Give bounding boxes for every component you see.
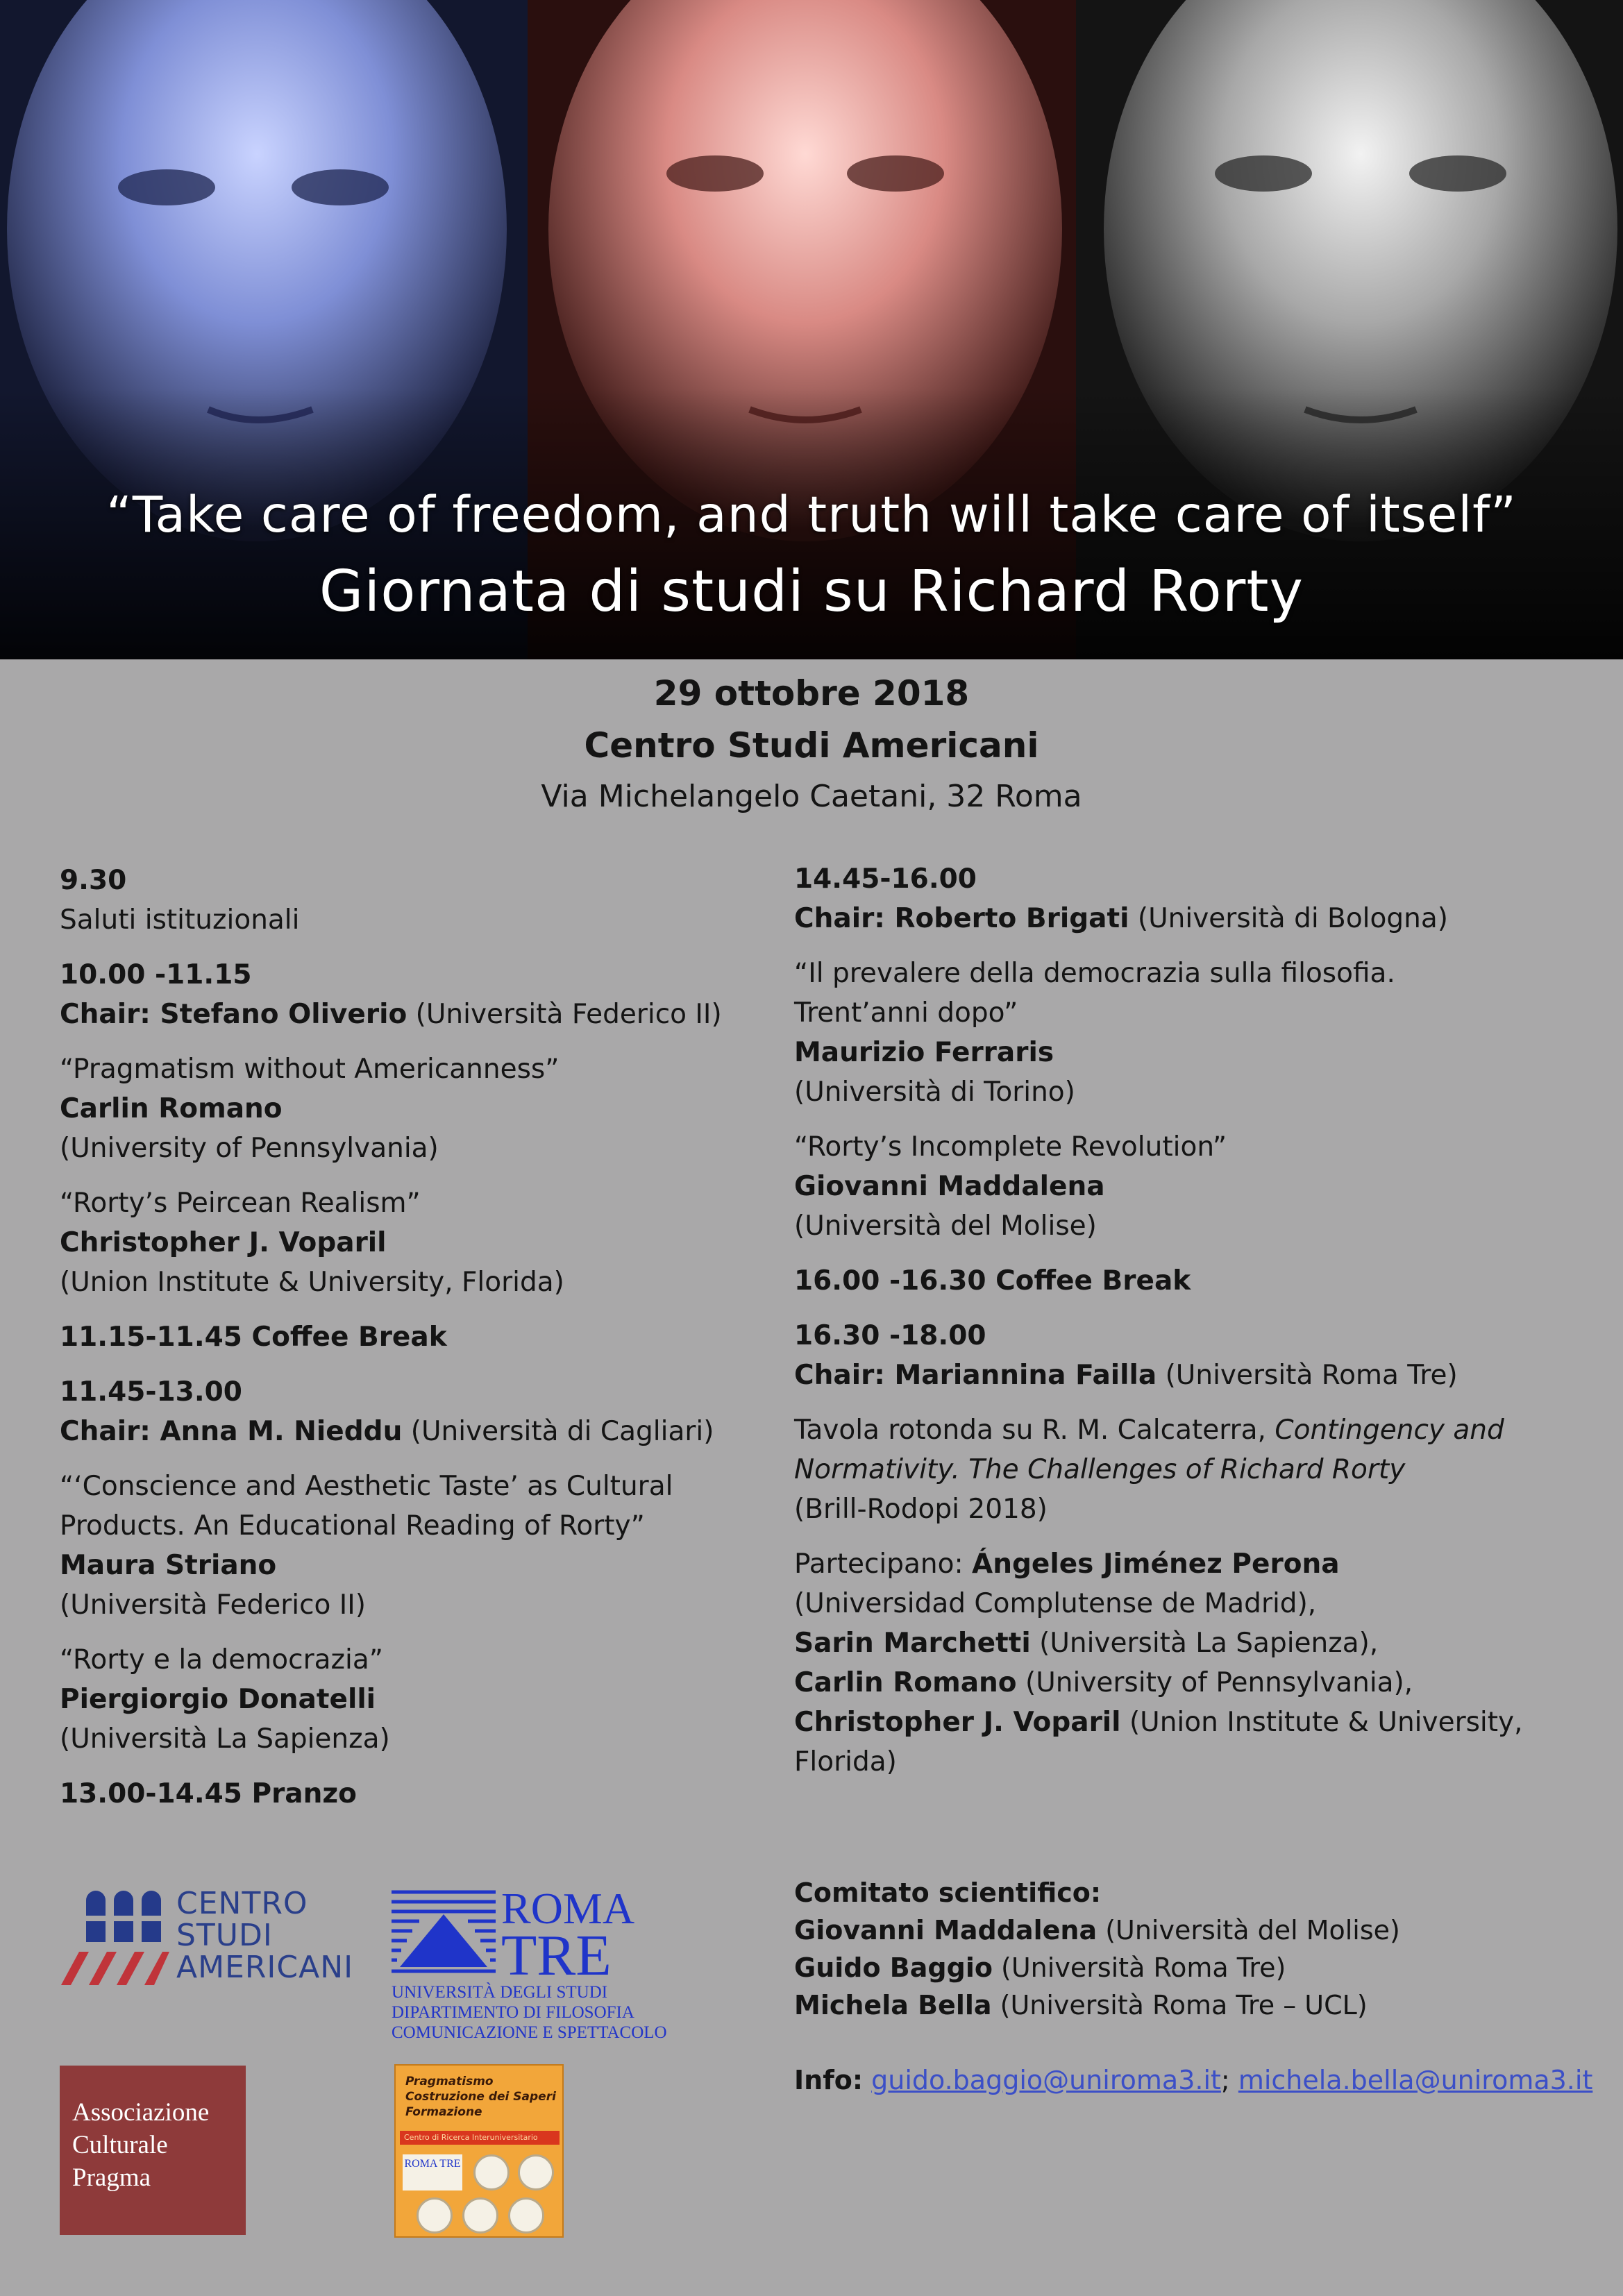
talk-speaker: Carlin Romano (60, 1093, 283, 1124)
session-time: 14.45-16.00 (794, 863, 977, 895)
committee-heading: Comitato scientifico: (794, 1877, 1102, 1908)
talk-2 (60, 1183, 782, 1302)
participant-affiliation: (Union Institute & University, (1129, 1707, 1523, 1738)
roma-tre-subtitle-line: DIPARTIMENTO DI FILOSOFIA (392, 2003, 634, 2022)
committee-member-name: Giovanni Maddalena (794, 1915, 1098, 1945)
session-time: 16.30 -18.00 (794, 1320, 986, 1351)
roma-tre-word-roma: ROMA (501, 1884, 635, 1933)
participants (794, 1544, 1565, 1782)
participant-name: Sarin Marchetti (794, 1628, 1031, 1659)
associazione-pragma-logo (60, 2066, 246, 2235)
info-label: Info: (794, 2065, 864, 2095)
roma-tre-subtitle-line: COMUNICAZIONE E SPETTACOLO (392, 2023, 667, 2042)
session-text: Saluti istituzionali (60, 904, 300, 936)
roma-tre-emblem-icon (392, 1886, 503, 1982)
csa-line: STUDI (176, 1918, 273, 1953)
event-date: 29 ottobre 2018 (653, 673, 970, 714)
csa-line: AMERICANI (176, 1950, 354, 1985)
pragmatismo-logo-strip: Centro di Ricerca Interuniversitario (400, 2131, 560, 2145)
pragmatismo-research-center-logo (394, 2064, 564, 2238)
roma-tre-subtitle-line: UNIVERSITÀ DEGLI STUDI (392, 1983, 608, 2002)
session-afternoon-1 (794, 859, 1565, 938)
csa-wordmark (176, 1888, 353, 1984)
email-link-baggio[interactable]: guido.baggio@uniroma3.it (871, 2065, 1221, 2095)
participants-label: Partecipano: (794, 1548, 964, 1580)
participant-name: Christopher J. Voparil (794, 1707, 1121, 1738)
university-seal-icon (518, 2154, 554, 2191)
talk-affiliation: (Union Institute & University, Florida) (60, 1267, 564, 1298)
book-publisher: (Brill-Rodopi 2018) (794, 1494, 1048, 1525)
scientific-committee (794, 1874, 1565, 2024)
event-venue: Centro Studi Americani (584, 725, 1039, 766)
university-seal-icon (508, 2197, 544, 2234)
chair-name: Chair: Mariannina Failla (794, 1360, 1157, 1391)
session-morning-2 (60, 1372, 782, 1451)
contact-info (794, 2061, 1592, 2099)
session-morning-1 (60, 955, 782, 1034)
session-afternoon-2 (794, 1316, 1565, 1395)
csa-emblem-icon (58, 1888, 169, 1992)
talk-3 (60, 1467, 782, 1625)
participant-affiliation: (Universidad Complutense de Madrid), (794, 1588, 1317, 1619)
banner-title: Giornata di studi su Richard Rorty (319, 559, 1304, 625)
program-right-column (794, 859, 1565, 1797)
talk-affiliation: (University of Pennsylvania) (60, 1133, 439, 1164)
participant-affiliation-cont: Florida) (794, 1746, 897, 1778)
talk-affiliation: (Università Federico II) (60, 1589, 366, 1621)
talk-speaker: Piergiorgio Donatelli (60, 1684, 376, 1715)
session-time: 10.00 -11.15 (60, 959, 252, 990)
talk-affiliation: (Università La Sapienza) (60, 1723, 390, 1755)
round-table-prefix: Tavola rotonda su R. M. Calcaterra, (794, 1415, 1266, 1446)
pragma-logo-line: Pragma (72, 2163, 151, 2192)
talk-title-line-1: “Il prevalere della democrazia sulla filosofia. (794, 958, 1395, 989)
committee-member-name: Michela Bella (794, 1990, 992, 2020)
round-table (794, 1410, 1565, 1529)
chair-affiliation: (Università di Cagliari) (410, 1416, 714, 1447)
coffee-break-2: 16.00 -16.30 Coffee Break (794, 1265, 1191, 1297)
event-address: Via Michelangelo Caetani, 32 Roma (541, 779, 1082, 814)
pragmatismo-logo-text (405, 2074, 556, 2120)
chair-affiliation: (Università Roma Tre) (1165, 1360, 1458, 1391)
committee-member-affiliation: (Università del Molise) (1105, 1915, 1400, 1945)
talk-5 (794, 954, 1565, 1112)
university-seal-icon (473, 2154, 510, 2191)
participant-name: Ángeles Jiménez Perona (972, 1548, 1340, 1580)
chair-affiliation: (Università di Bologna) (1137, 903, 1448, 934)
csa-line: CENTRO (176, 1886, 308, 1921)
session-time: 9.30 (60, 865, 127, 896)
email-separator: ; (1220, 2065, 1230, 2095)
university-seal-icon (417, 2197, 453, 2234)
university-seal-icon (462, 2197, 498, 2234)
talk-affiliation: (Università del Molise) (794, 1210, 1097, 1242)
roma-tre-subtitle (392, 1982, 667, 2043)
roma-tre-logo (392, 1884, 711, 2042)
lunch-break: 13.00-14.45 Pranzo (60, 1778, 357, 1809)
session-welcome (60, 861, 782, 940)
pragmatismo-logo-line: Formazione (405, 2105, 482, 2119)
email-link-bella[interactable]: michela.bella@uniroma3.it (1238, 2065, 1593, 2095)
committee-member-affiliation: (Università Roma Tre) (1001, 1952, 1286, 1983)
talk-4 (60, 1640, 782, 1759)
talk-title: “Rorty’s Peircean Realism” (60, 1188, 421, 1219)
pragmatismo-logo-line: Costruzione dei Saperi (405, 2090, 556, 2104)
talk-6 (794, 1127, 1565, 1246)
pragma-logo-line: Associazione (72, 2098, 210, 2127)
centro-studi-americani-logo (58, 1888, 371, 1992)
banner-quote: “Take care of freedom, and truth will take care of itself” (106, 486, 1517, 543)
talk-speaker: Giovanni Maddalena (794, 1171, 1105, 1202)
talk-title: “Pragmatism without Americanness” (60, 1054, 560, 1085)
talk-speaker: Christopher J. Voparil (60, 1227, 387, 1258)
talk-speaker: Maurizio Ferraris (794, 1037, 1054, 1068)
talk-1 (60, 1049, 782, 1168)
program-left-column (60, 861, 782, 1829)
talk-speaker: Maura Striano (60, 1550, 277, 1581)
chair-name: Chair: Stefano Oliverio (60, 999, 407, 1030)
participant-affiliation: (Università La Sapienza), (1039, 1628, 1379, 1659)
pragmatismo-roma-tre-mark: ROMA TRE (403, 2154, 462, 2191)
coffee-break-1: 11.15-11.45 Coffee Break (60, 1322, 447, 1353)
talk-affiliation: (Università di Torino) (794, 1077, 1075, 1108)
book-title-line-1: Contingency and (1275, 1415, 1504, 1446)
session-time: 11.45-13.00 (60, 1376, 242, 1408)
chair-affiliation: (Università Federico II) (415, 999, 722, 1030)
pragmatismo-logo-line: Pragmatismo (405, 2075, 494, 2088)
committee-member-affiliation: (Università Roma Tre – UCL) (1000, 1990, 1368, 2020)
talk-title-line-1: “‘Conscience and Aesthetic Taste’ as Cultural (60, 1471, 673, 1502)
book-title-line-2: Normativity. The Challenges of Richard Rorty (794, 1454, 1406, 1485)
talk-title: “Rorty e la democrazia” (60, 1644, 383, 1675)
chair-name: Chair: Roberto Brigati (794, 903, 1129, 934)
participant-name: Carlin Romano (794, 1667, 1017, 1698)
talk-title-line-2: Products. An Educational Reading of Rorty” (60, 1510, 645, 1542)
committee-member-name: Guido Baggio (794, 1952, 993, 1983)
talk-title: “Rorty’s Incomplete Revolution” (794, 1131, 1227, 1163)
pragma-logo-line: Culturale (72, 2131, 168, 2159)
participant-affiliation: (University of Pennsylvania), (1025, 1667, 1413, 1698)
talk-title-line-2: Trent’anni dopo” (794, 997, 1018, 1029)
roma-tre-word-tre: TRE (501, 1923, 612, 1988)
chair-name: Chair: Anna M. Nieddu (60, 1416, 403, 1447)
header-banner (0, 0, 1623, 659)
